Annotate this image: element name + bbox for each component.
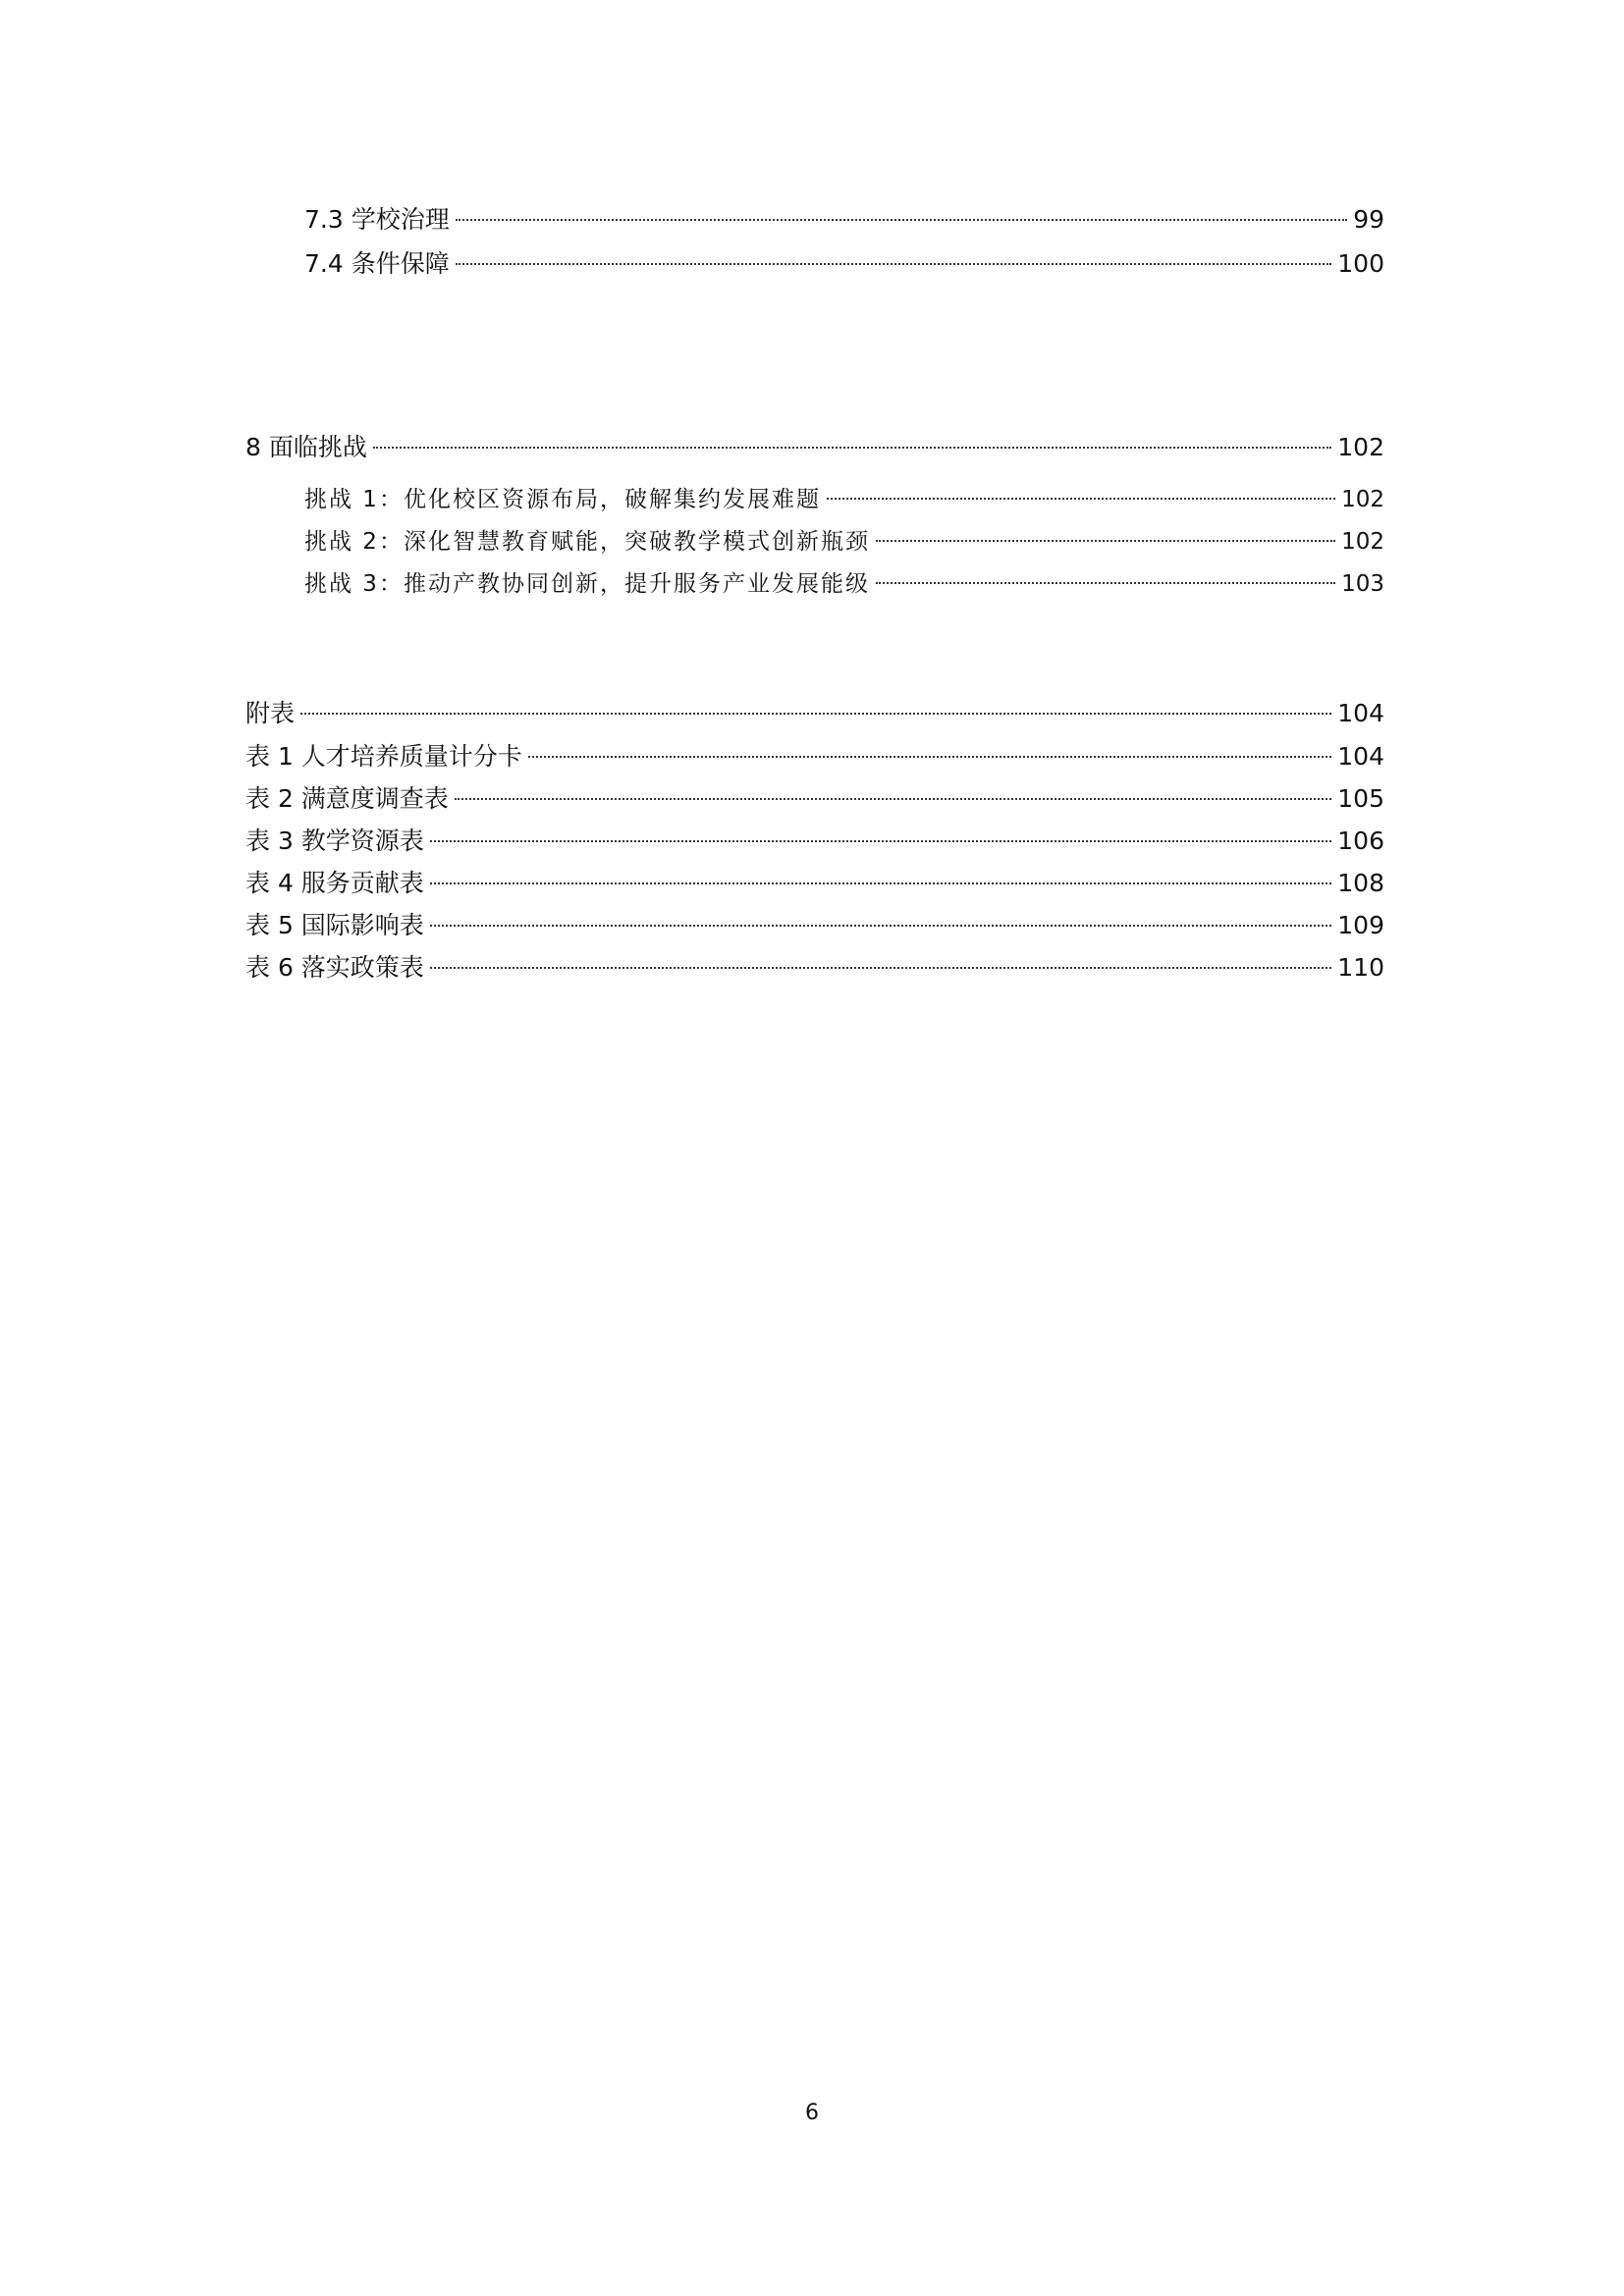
- toc-entry-page: 100: [1337, 249, 1384, 278]
- toc-entry-label: 7.3 学校治理: [304, 205, 450, 234]
- toc-entry-page: 106: [1337, 827, 1384, 855]
- toc-entry-7-3[interactable]: [304, 204, 1384, 236]
- dot-leader: [430, 925, 1331, 927]
- toc-entry-page: 102: [1337, 433, 1384, 461]
- toc-entry-challenge-2[interactable]: [304, 526, 1384, 558]
- page-number: 6: [805, 2101, 819, 2125]
- toc-entry-page: 108: [1337, 869, 1384, 897]
- toc-entry-table-5[interactable]: [245, 910, 1384, 941]
- toc-entry-label: 附表: [245, 699, 296, 727]
- toc-entry-label: 挑战 2：深化智慧教育赋能，突破教学模式创新瓶颈: [304, 529, 870, 555]
- toc-entry-page: 103: [1341, 571, 1384, 597]
- toc-entry-label: 8 面临挑战: [245, 433, 367, 461]
- toc-entry-page: 99: [1353, 205, 1384, 234]
- toc-entry-label: 表 4 服务贡献表: [245, 869, 424, 897]
- toc-entry-table-4[interactable]: [245, 868, 1384, 899]
- toc-entry-page: 104: [1337, 699, 1384, 727]
- toc-entry-page: 105: [1337, 784, 1384, 813]
- dot-leader: [456, 219, 1347, 221]
- toc-entry-label: 表 2 满意度调查表: [245, 784, 449, 813]
- toc-entry-page: 104: [1337, 742, 1384, 771]
- dot-leader: [300, 713, 1331, 715]
- dot-leader: [373, 447, 1331, 449]
- toc-entry-label: 表 3 教学资源表: [245, 827, 424, 855]
- toc-entry-label: 表 6 落实政策表: [245, 953, 424, 982]
- toc-entry-appendix[interactable]: [245, 698, 1384, 729]
- toc-entry-page: 110: [1337, 953, 1384, 982]
- toc-entry-table-6[interactable]: [245, 952, 1384, 984]
- toc-entry-label: 表 5 国际影响表: [245, 911, 424, 939]
- toc-entry-challenge-3[interactable]: [304, 568, 1384, 600]
- toc-entry-8[interactable]: [245, 432, 1384, 463]
- toc-entry-label: 挑战 3：推动产教协同创新，提升服务产业发展能级: [304, 571, 870, 597]
- toc-entry-label: 挑战 1：优化校区资源布局，破解集约发展难题: [304, 487, 821, 512]
- toc-entry-challenge-1[interactable]: [304, 484, 1384, 515]
- dot-leader: [430, 967, 1331, 969]
- dot-leader: [456, 263, 1332, 265]
- dot-leader: [430, 840, 1331, 842]
- toc-entry-table-1[interactable]: [245, 741, 1384, 773]
- toc-entry-label: 表 1 人才培养质量计分卡: [245, 742, 522, 771]
- toc-entry-label: 7.4 条件保障: [304, 249, 450, 278]
- toc-entry-table-2[interactable]: [245, 783, 1384, 815]
- dot-leader: [455, 798, 1331, 800]
- toc-entry-page: 102: [1341, 487, 1384, 512]
- dot-leader: [827, 498, 1335, 500]
- toc-entry-7-4[interactable]: [304, 248, 1384, 280]
- dot-leader: [876, 540, 1335, 542]
- toc-entry-table-3[interactable]: [245, 826, 1384, 857]
- dot-leader: [430, 882, 1331, 884]
- toc-entry-page: 102: [1341, 529, 1384, 555]
- toc-entry-page: 109: [1337, 911, 1384, 939]
- dot-leader: [876, 582, 1335, 584]
- dot-leader: [528, 756, 1331, 758]
